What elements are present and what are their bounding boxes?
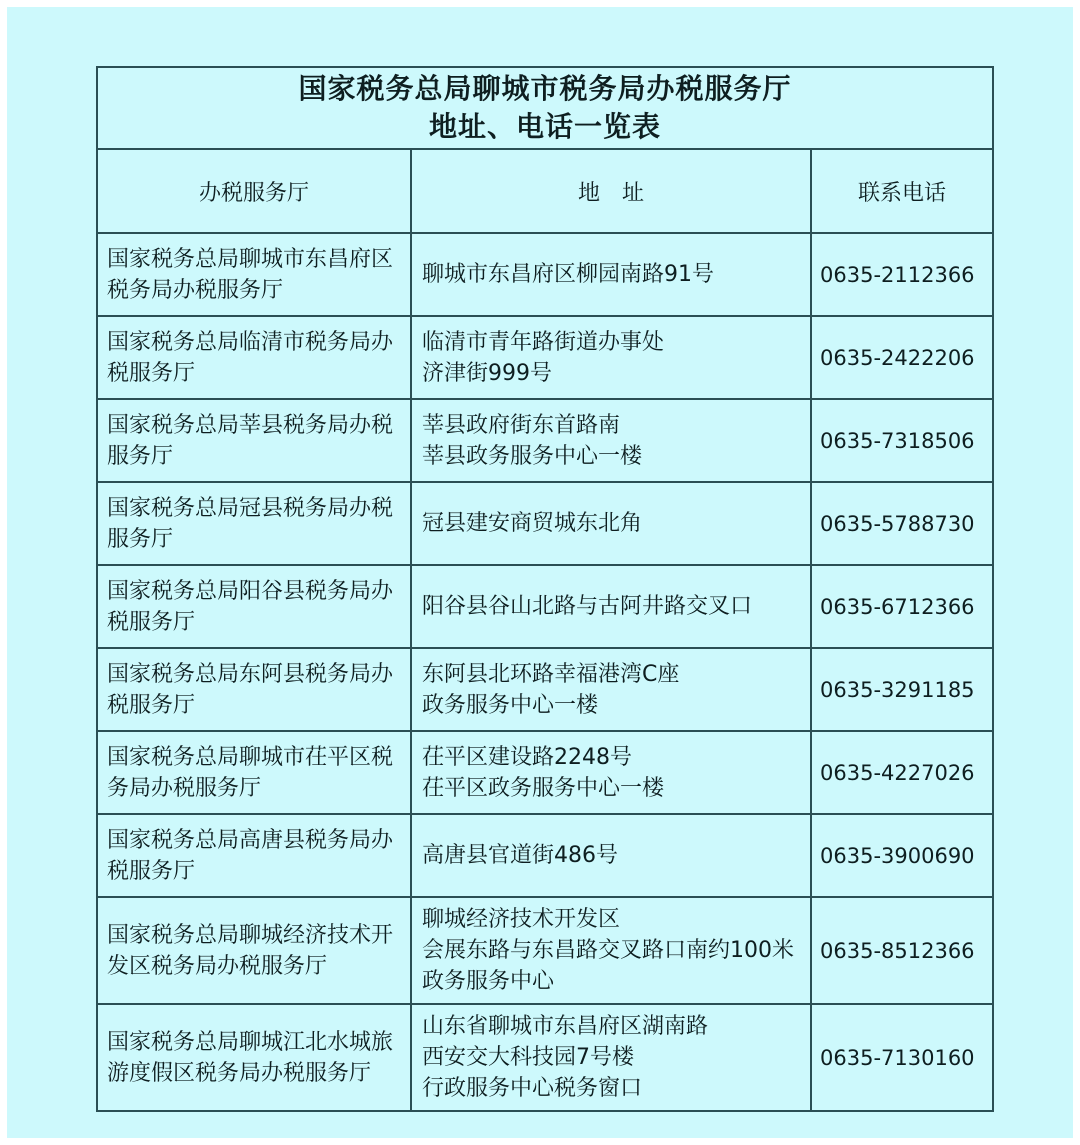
address-cell	[411, 731, 811, 814]
tax-office-table	[96, 66, 994, 1112]
table-row	[97, 814, 993, 897]
address-line: 西安交大科技园7号楼	[422, 1045, 634, 1070]
phone-cell: 0635-7130160	[811, 1004, 993, 1111]
table-row	[97, 316, 993, 399]
hall-cell: 国家税务总局聊城经济技术开发区税务局办税服务厅	[97, 897, 411, 1004]
address-cell	[411, 648, 811, 731]
table-row	[97, 1004, 993, 1111]
address-line: 茌平区建设路2248号	[422, 744, 632, 770]
table-title-line-1: 国家税务总局聊城市税务局办税服务厅	[298, 72, 792, 105]
phone-cell: 0635-6712366	[811, 565, 993, 648]
address-cell	[411, 233, 811, 316]
address-line: 高唐县官道街486号	[422, 843, 618, 868]
column-header-hall: 办税服务厅	[97, 149, 411, 233]
hall-cell: 国家税务总局冠县税务局办税服务厅	[97, 482, 411, 565]
table-body	[97, 233, 993, 1111]
address-line: 政务服务中心一楼	[422, 692, 599, 718]
table-row	[97, 399, 993, 482]
table-title	[97, 67, 993, 149]
address-cell	[411, 1004, 811, 1111]
table-row	[97, 648, 993, 731]
phone-cell: 0635-2422206	[811, 316, 993, 399]
address-line: 茌平区政务服务中心一楼	[422, 775, 665, 801]
address-line: 临清市青年路街道办事处	[422, 329, 665, 355]
address-line: 莘县政务服务中心一楼	[422, 443, 643, 469]
phone-cell: 0635-8512366	[811, 897, 993, 1004]
address-line: 聊城经济技术开发区	[422, 907, 621, 932]
address-cell	[411, 814, 811, 897]
address-cell	[411, 897, 811, 1004]
table-title-row	[97, 67, 993, 149]
phone-cell: 0635-4227026	[811, 731, 993, 814]
table-title-line-2: 地址、电话一览表	[429, 110, 662, 143]
address-cell	[411, 316, 811, 399]
address-line: 莘县政府街东首路南	[422, 412, 621, 438]
address-cell	[411, 565, 811, 648]
hall-cell: 国家税务总局聊城市茌平区税务局办税服务厅	[97, 731, 411, 814]
address-line: 济津街999号	[422, 360, 552, 386]
phone-cell: 0635-2112366	[811, 233, 993, 316]
hall-cell: 国家税务总局临清市税务局办税服务厅	[97, 316, 411, 399]
hall-cell: 国家税务总局莘县税务局办税服务厅	[97, 399, 411, 482]
address-cell	[411, 399, 811, 482]
table-row	[97, 731, 993, 814]
phone-cell: 0635-3291185	[811, 648, 993, 731]
address-cell	[411, 482, 811, 565]
address-line: 政务服务中心	[422, 969, 555, 994]
address-line: 聊城市东昌府区柳园南路91号	[422, 262, 714, 287]
address-line: 山东省聊城市东昌府区湖南路	[422, 1014, 709, 1039]
table-row	[97, 897, 993, 1004]
hall-cell: 国家税务总局聊城江北水城旅游度假区税务局办税服务厅	[97, 1004, 411, 1111]
column-header-phone: 联系电话	[811, 149, 993, 233]
hall-cell: 国家税务总局聊城市东昌府区税务局办税服务厅	[97, 233, 411, 316]
address-line: 东阿县北环路幸福港湾C座	[422, 661, 680, 687]
table-row	[97, 565, 993, 648]
address-line: 冠县建安商贸城东北角	[422, 511, 643, 536]
hall-cell: 国家税务总局阳谷县税务局办税服务厅	[97, 565, 411, 648]
hall-cell: 国家税务总局东阿县税务局办税服务厅	[97, 648, 411, 731]
table-row	[97, 233, 993, 316]
address-line: 会展东路与东昌路交叉路口南约100米	[422, 938, 794, 963]
phone-cell: 0635-3900690	[811, 814, 993, 897]
phone-cell: 0635-7318506	[811, 399, 993, 482]
address-line: 阳谷县谷山北路与古阿井路交叉口	[422, 594, 753, 619]
phone-cell: 0635-5788730	[811, 482, 993, 565]
address-line: 行政服务中心税务窗口	[422, 1076, 643, 1101]
table-header-row	[97, 149, 993, 233]
hall-cell: 国家税务总局高唐县税务局办税服务厅	[97, 814, 411, 897]
table-row	[97, 482, 993, 565]
column-header-address: 地 址	[411, 149, 811, 233]
